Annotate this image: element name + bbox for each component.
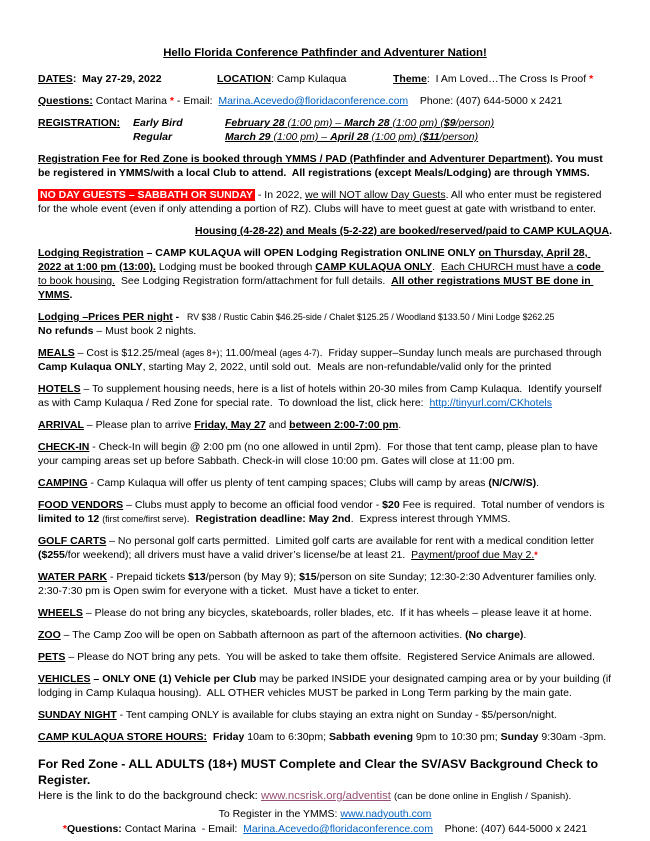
text-run: /person) — [455, 117, 495, 129]
text-run: All other registrations MUST BE done in YMMS — [38, 275, 594, 301]
housing-note — [38, 224, 612, 238]
text-run: may be parked INSIDE your designated camping area or by your building (if lodging in Camp Kulaqua housing). ALL OTHER vehicles MUST be parked in Long Term parking by the main gate. — [38, 673, 615, 699]
text-run: March 28 — [344, 117, 393, 129]
questions-footer — [38, 822, 612, 836]
title — [38, 46, 612, 60]
text-run: SUNDAY NIGHT — [38, 709, 117, 721]
text-run: . — [186, 513, 196, 525]
text-run: Questions: — [66, 823, 122, 835]
text-run: - Camp Kulaqua will offer us plenty of tent camping spaces; Clubs will camp by areas — [87, 477, 489, 489]
text-run: PETS — [38, 651, 66, 663]
text-run: WATER PARK — [38, 571, 108, 583]
text-run: Sunday — [500, 731, 539, 743]
text-run: ($255 — [38, 549, 65, 561]
sunday-night — [38, 708, 612, 722]
text-run: 9pm to 10:30 pm; — [413, 731, 501, 743]
text-run: See Lodging Registration form/attachment for full details. — [115, 275, 392, 287]
text-run: (ages 4-7) — [279, 348, 320, 358]
dates-line — [38, 72, 612, 86]
zoo — [38, 628, 612, 642]
text-run: . — [523, 629, 527, 641]
text-run: March 29 — [225, 131, 274, 143]
text-run: 10am to 6:30pm; — [244, 731, 329, 743]
text-run: – Please do not bring any bicycles, skateboards, roller blades, etc. If it has wheels – please leave it at home. — [82, 607, 592, 619]
text-run: Questions: — [38, 95, 93, 107]
camping — [38, 476, 612, 490]
text-run: VEHICLES — [38, 673, 91, 685]
text-run: . Express interest through YMMS. — [350, 513, 511, 525]
text-run: : I Am Loved…The Cross Is Proof — [426, 73, 590, 85]
text-run: (1:00 pm) – — [273, 131, 331, 143]
text-run: ; 11.00/meal — [219, 347, 280, 359]
text-run: /person) — [439, 131, 479, 143]
reg-early — [38, 116, 612, 130]
text-run: (ages 8+) — [182, 348, 220, 358]
red-asterisk: * — [589, 73, 594, 85]
red-highlight-banner: NO DAY GUESTS – SABBATH OR SUNDAY — [40, 189, 253, 201]
text-run: (1:00 pm) – — [287, 117, 345, 129]
water-park — [38, 570, 612, 598]
text-run: $9 — [443, 117, 456, 129]
check-in — [38, 440, 612, 468]
nadyouth-link[interactable]: www.nadyouth.com — [340, 808, 432, 820]
text-run: – Please plan to arrive — [83, 419, 195, 431]
text-run: Lodging –Prices PER night — [38, 311, 173, 323]
text-run: (can be done online in English / Spanish). — [394, 791, 572, 802]
text-run: LOCATION — [217, 73, 272, 85]
text-run: – Must book 2 nights. — [93, 325, 197, 337]
text-run: No refunds — [38, 325, 94, 337]
text-run: Lodging Registration — [38, 247, 144, 259]
text-run: Regular — [133, 131, 173, 143]
email-link-footer[interactable]: Marina.Acevedo@floridaconference.com — [243, 823, 434, 835]
text-run: /person on site Sunday; 12:30-2:30 Adventurer families only. 2:30-7:30 pm is Open swim for everyone with a ticket. Must have a ticket to enter. — [38, 571, 600, 597]
text-run: . — [609, 225, 612, 237]
text-run: Contact Marina - Email: — [121, 823, 244, 835]
text-run: CAMPING — [38, 477, 88, 489]
reg-early-col1 — [133, 116, 225, 130]
text-run: ONLY ONE (1) Vehicle per Club — [102, 673, 257, 685]
dates-line-col0 — [38, 72, 217, 86]
text-run: Phone: (407) 644-5000 x 2421 — [433, 823, 588, 835]
text-run: ZOO — [38, 629, 61, 641]
text-run: . — [69, 289, 73, 301]
text-run: Each CHURCH must have a — [440, 261, 577, 273]
text-run: – — [90, 673, 103, 685]
text-run: . All who enter must be registered for the whole event (even if only attending a portion of RZ). Clubs will have to meet guest at gate with wristband to enter. — [38, 189, 605, 215]
red-asterisk: * — [534, 550, 538, 560]
text-run: $11 — [422, 131, 440, 143]
text-run: . — [432, 261, 441, 273]
text-run: February 28 — [225, 117, 288, 129]
text-run: To Register in the YMMS: — [218, 808, 341, 820]
text-run: Here is the link to do the background check: — [38, 790, 261, 802]
meals — [38, 346, 612, 374]
text-run: RV $38 / Rustic Cabin $46.25-side / Chalet $125.25 / Woodland $133.50 / Mini Lodge $262.25 — [182, 312, 555, 322]
text-run: (1:00 pm) ( — [371, 131, 423, 143]
text-run: – Please do NOT bring any pets. You will be asked to take them offsite. Registered Service Animals are allowed. — [65, 651, 596, 663]
text-run: , starting May 2, 2022, until sold out. Meals are non-refundable/valid only for the printed — [142, 361, 552, 373]
text-run: HOTELS — [38, 383, 81, 395]
text-run: : Camp Kulaqua — [271, 73, 347, 85]
text-run: April 28 — [330, 131, 372, 143]
text-run: GOLF CARTS — [38, 535, 107, 547]
lodging-registration — [38, 246, 612, 302]
text-run: WHEELS — [38, 607, 83, 619]
text-run: – The Camp Zoo will be open on Sabbath afternoon as part of the afternoon activities. — [60, 629, 466, 641]
text-run: Lodging must be booked through — [155, 261, 316, 273]
vehicles — [38, 672, 615, 700]
golf-carts — [38, 534, 612, 562]
wheels — [38, 606, 612, 620]
text-run: - Tent camping ONLY is available for clubs staying an extra night on Sunday - $5/person/night. — [116, 709, 557, 721]
registration-fee — [38, 152, 612, 180]
text-run: – CAMP KULAQUA will OPEN Lodging Registration ONLINE ONLY — [143, 247, 479, 259]
text-run: - In 2022, — [254, 189, 306, 201]
text-run: CAMP KULAQUA STORE HOURS: — [38, 731, 207, 743]
ymms-register — [38, 807, 612, 821]
dates-line-col1 — [217, 72, 393, 86]
text-run: Theme — [393, 73, 427, 85]
text-run: For Red Zone - ALL ADULTS (18+) MUST Complete and Clear the SV/ASV Background Check to Register. — [38, 757, 602, 787]
text-run: – Cost is $12.25/meal — [74, 347, 183, 359]
text-run: (first come/first serve) — [102, 514, 187, 524]
text-run: ARRIVAL — [38, 419, 84, 431]
text-run: $15 — [299, 571, 317, 583]
arrival — [38, 418, 612, 432]
text-run: REGISTRATION: — [38, 117, 121, 129]
text-run: – Clubs must apply to become an official food vendor - — [123, 499, 383, 511]
pets — [38, 650, 612, 664]
reg-regular-col0 — [38, 130, 133, 144]
hotels — [38, 382, 612, 410]
text-run: we will NOT allow Day Guests — [305, 189, 446, 201]
text-run: 9:30am -3pm. — [538, 731, 607, 743]
text-run: $20 — [382, 499, 400, 511]
text-run: limited to 12 — [38, 513, 100, 525]
hotels-link[interactable]: http://tinyurl.com/CKhotels — [429, 397, 552, 409]
text-run: on Thursday, April 28, 2022 at 1:00 pm (13:00). — [38, 247, 591, 273]
text-run: Friday, May 27 — [194, 419, 266, 431]
text-run: . — [398, 419, 402, 431]
text-run: CAMP KULAQUA ONLY — [315, 261, 433, 273]
red-asterisk: * — [169, 95, 174, 107]
text-run: Housing (4-28-22) and Meals (5-2-22) are booked/reserved/paid to CAMP KULAQUA — [195, 225, 610, 237]
red-zone-notice — [38, 756, 612, 788]
red-asterisk: * — [62, 823, 67, 835]
text-run: Early Bird — [133, 117, 183, 129]
text-run: - Prepaid tickets — [107, 571, 189, 583]
lodging-prices — [38, 310, 612, 338]
text-run: Friday — [212, 731, 245, 743]
text-run: CHECK-IN — [38, 441, 90, 453]
reg-early-col2 — [225, 116, 612, 130]
dates-line-col2 — [393, 72, 612, 86]
text-run: Hello Florida Conference Pathfinder and Adventurer Nation! — [163, 47, 487, 59]
reg-early-col0 — [38, 116, 133, 130]
text-run: – No personal golf carts permitted. Limited golf carts are available for rent with a medical condition letter — [106, 535, 598, 547]
text-run: MEALS — [38, 347, 75, 359]
email-link-header[interactable]: Marina.Acevedo@floridaconference.com — [218, 95, 409, 107]
text-run: . — [536, 477, 540, 489]
text-run: Payment/proof due May 2. — [411, 549, 535, 561]
questions-header — [38, 94, 612, 108]
background-check — [38, 789, 612, 804]
text-run: Phone: (407) 644-5000 x 2421 — [408, 95, 563, 107]
text-run: and — [265, 419, 290, 431]
text-run: (No charge) — [465, 629, 524, 641]
text-run: code — [576, 261, 601, 273]
text-run: /person (by May 9); — [205, 571, 300, 583]
text-run: $13 — [188, 571, 206, 583]
food-vendors — [38, 498, 612, 526]
background-check-link[interactable]: www.ncsrisk.org/adventist — [260, 790, 391, 802]
text-run: Sabbath evening — [328, 731, 413, 743]
text-run: - Email: — [173, 95, 219, 107]
text-run: . You must be registered in YMMS/with a local Club to attend. All registrations (except Meals/Lodging) are through YMMS. — [38, 153, 606, 179]
text-run: to book housing. — [38, 261, 604, 287]
text-run: (1:00 pm) ( — [392, 117, 444, 129]
store-hours — [38, 730, 612, 744]
text-run: Contact Marina — [92, 95, 170, 107]
text-run: Fee is required. Total number of vendors is — [399, 499, 608, 511]
text-run: Camp Kulaqua ONLY — [38, 361, 143, 373]
text-run: (N/C/W/S) — [488, 477, 537, 489]
reg-regular-col1 — [133, 130, 225, 144]
reg-regular-col2 — [225, 130, 612, 144]
reg-regular — [38, 130, 612, 144]
text-run: - — [172, 311, 183, 323]
text-run: . Friday supper–Sunday lunch meals are purchased through — [319, 347, 605, 359]
text-run: /for weekend); all drivers must have a valid driver’s license/be at least 21. — [64, 549, 412, 561]
text-run — [38, 131, 41, 143]
text-run: Registration deadline: May 2nd — [195, 513, 351, 525]
text-run: - Check-In will begin @ 2:00 pm (no one allowed in until 2pm). For those that tent camp, please plan to have your camping areas set up before Sabbath. Check-in will close 10:00 pm. Gates will close at 11:00 pm. — [38, 441, 601, 467]
text-run: : May 27-29, 2022 — [72, 73, 162, 85]
text-run: FOOD VENDORS — [38, 499, 124, 511]
text-run: between 2:00-7:00 pm — [289, 419, 399, 431]
text-run: Registration Fee for Red Zone is booked through YMMS / PAD (Pathfinder and Adventurer Department) — [38, 153, 551, 165]
text-run: – To supplement housing needs, here is a list of hotels within 20-30 miles from Camp Kulaqua. Identify yourself as with Camp Kulaqua / Red Zone for special rate. To download the list, click here: — [38, 383, 605, 409]
text-run: DATES — [38, 73, 73, 85]
no-day-guests — [38, 188, 612, 216]
